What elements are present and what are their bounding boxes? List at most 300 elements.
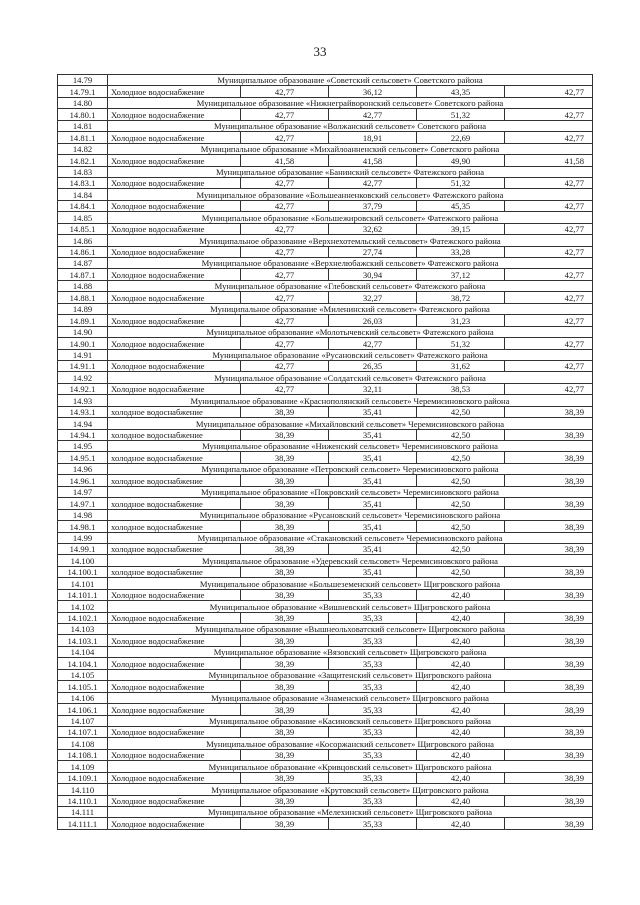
municipality-title: Муниципальное образование «Крутовский сельсовет» Щигровского района [108, 784, 593, 795]
tariff-value-3: 45,35 [417, 200, 505, 211]
municipality-header-row [58, 509, 593, 520]
row-number: 14.110.1 [58, 795, 108, 806]
municipality-title: Муниципальное образование «Петровский сельсовет» Черемисиновского района [108, 463, 593, 474]
service-label: Холодное водоснабжение [108, 200, 241, 211]
tariff-row [58, 726, 593, 737]
tariff-value-4: 42,77 [505, 269, 593, 280]
service-label: Холодное водоснабжение [108, 681, 241, 692]
municipality-header-row [58, 738, 593, 749]
tariff-value-1: 38,39 [241, 795, 329, 806]
tariff-value-2: 35,41 [329, 429, 417, 440]
row-number: 14.103.1 [58, 635, 108, 646]
tariff-value-3: 31,62 [417, 360, 505, 371]
tariff-row [58, 200, 593, 211]
tariff-row [58, 155, 593, 166]
tariff-row [58, 360, 593, 371]
tariff-row [58, 589, 593, 600]
municipality-title: Муниципальное образование «Молотычевский сельсовет» Фатежского района [108, 326, 593, 337]
tariff-table-body [58, 75, 593, 830]
row-number: 14.97.1 [58, 498, 108, 509]
row-number: 14.99.1 [58, 543, 108, 554]
municipality-title: Муниципальное образование «Банинский сельсовет» Фатежского района [108, 166, 593, 177]
tariff-row [58, 292, 593, 303]
row-number: 14.80 [58, 97, 108, 108]
tariff-value-3: 42,40 [417, 818, 505, 829]
row-number: 14.93.1 [58, 406, 108, 417]
tariff-value-4: 42,77 [505, 200, 593, 211]
tariff-value-4: 38,39 [505, 795, 593, 806]
municipality-title: Муниципальное образование «Русановский сельсовет» Черемисиновского района [108, 509, 593, 520]
tariff-value-3: 38,53 [417, 383, 505, 394]
municipality-header-row [58, 326, 593, 337]
tariff-row [58, 406, 593, 417]
row-number: 14.108.1 [58, 749, 108, 760]
municipality-header-row [58, 372, 593, 383]
municipality-header-row [58, 807, 593, 818]
row-number: 14.98 [58, 509, 108, 520]
municipality-title: Муниципальное образование «Русановский сельсовет» Фатежского района [108, 349, 593, 360]
tariff-value-4: 38,39 [505, 681, 593, 692]
tariff-value-1: 42,77 [241, 177, 329, 188]
tariff-value-4: 42,77 [505, 177, 593, 188]
service-label: холодное водоснабжение [108, 521, 241, 532]
row-number: 14.100.1 [58, 566, 108, 577]
tariff-value-1: 42,77 [241, 132, 329, 143]
tariff-value-1: 38,39 [241, 726, 329, 737]
tariff-row [58, 498, 593, 509]
tariff-value-1: 38,39 [241, 566, 329, 577]
row-number: 14.80.1 [58, 109, 108, 120]
municipality-header-row [58, 555, 593, 566]
row-number: 14.90 [58, 326, 108, 337]
tariff-value-2: 35,33 [329, 658, 417, 669]
tariff-row [58, 635, 593, 646]
tariff-value-1: 42,77 [241, 246, 329, 257]
tariff-row [58, 818, 593, 829]
tariff-value-2: 35,33 [329, 589, 417, 600]
municipality-title: Муниципальное образование «Косоржанский сельсовет» Щигровского района [108, 738, 593, 749]
tariff-value-4: 38,39 [505, 704, 593, 715]
tariff-value-4: 38,39 [505, 475, 593, 486]
tariff-value-4: 42,77 [505, 383, 593, 394]
tariff-value-3: 42,50 [417, 521, 505, 532]
service-label: Холодное водоснабжение [108, 704, 241, 715]
service-label: Холодное водоснабжение [108, 726, 241, 737]
service-label: Холодное водоснабжение [108, 360, 241, 371]
tariff-value-1: 38,39 [241, 681, 329, 692]
tariff-value-3: 42,50 [417, 498, 505, 509]
tariff-value-3: 22,69 [417, 132, 505, 143]
row-number: 14.104 [58, 646, 108, 657]
row-number: 14.101 [58, 578, 108, 589]
tariff-value-3: 42,50 [417, 543, 505, 554]
tariff-value-4: 42,77 [505, 315, 593, 326]
row-number: 14.89 [58, 303, 108, 314]
municipality-header-row [58, 280, 593, 291]
tariff-value-2: 35,33 [329, 772, 417, 783]
row-number: 14.88 [58, 280, 108, 291]
municipality-header-row [58, 212, 593, 223]
municipality-header-row [58, 143, 593, 154]
municipality-header-row [58, 761, 593, 772]
tariff-value-2: 35,33 [329, 681, 417, 692]
municipality-title: Муниципальное образование «Большеземенский сельсовет» Щигровского района [108, 578, 593, 589]
municipality-title: Муниципальное образование «Знаменский сельсовет» Щигровского района [108, 692, 593, 703]
row-number: 14.82 [58, 143, 108, 154]
tariff-value-4: 42,77 [505, 292, 593, 303]
tariff-value-1: 42,77 [241, 315, 329, 326]
tariff-value-1: 38,39 [241, 612, 329, 623]
tariff-row [58, 223, 593, 234]
tariff-value-1: 42,77 [241, 383, 329, 394]
row-number: 14.94.1 [58, 429, 108, 440]
row-number: 14.103 [58, 624, 108, 635]
row-number: 14.98.1 [58, 521, 108, 532]
tariff-value-4: 42,77 [505, 338, 593, 349]
tariff-value-2: 26,03 [329, 315, 417, 326]
tariff-value-4: 41,58 [505, 155, 593, 166]
tariff-value-3: 42,40 [417, 749, 505, 760]
row-number: 14.86.1 [58, 246, 108, 257]
service-label: Холодное водоснабжение [108, 223, 241, 234]
tariff-value-1: 38,39 [241, 543, 329, 554]
row-number: 14.86 [58, 235, 108, 246]
service-label: холодное водоснабжение [108, 498, 241, 509]
tariff-row [58, 86, 593, 97]
tariff-value-1: 41,58 [241, 155, 329, 166]
municipality-title: Муниципальное образование «Миленинский сельсовет» Фатежского района [108, 303, 593, 314]
tariff-value-4: 38,39 [505, 749, 593, 760]
row-number: 14.81.1 [58, 132, 108, 143]
row-number: 14.79 [58, 75, 108, 86]
tariff-value-3: 42,40 [417, 726, 505, 737]
row-number: 14.81 [58, 120, 108, 131]
municipality-title: Муниципальное образование «Кривцовский сельсовет» Щигровского района [108, 761, 593, 772]
row-number: 14.88.1 [58, 292, 108, 303]
row-number: 14.102 [58, 601, 108, 612]
tariff-value-4: 38,39 [505, 521, 593, 532]
tariff-value-3: 42,50 [417, 406, 505, 417]
tariff-value-3: 42,40 [417, 795, 505, 806]
tariff-value-3: 31,23 [417, 315, 505, 326]
row-number: 14.79.1 [58, 86, 108, 97]
tariff-value-1: 38,39 [241, 749, 329, 760]
row-number: 14.85 [58, 212, 108, 223]
service-label: Холодное водоснабжение [108, 132, 241, 143]
tariff-row [58, 658, 593, 669]
row-number: 14.102.1 [58, 612, 108, 623]
municipality-title: Муниципальное образование «Солдатский сельсовет» Фатежского района [108, 372, 593, 383]
tariff-row [58, 132, 593, 143]
service-label: Холодное водоснабжение [108, 269, 241, 280]
row-number: 14.97 [58, 486, 108, 497]
tariff-value-2: 42,77 [329, 109, 417, 120]
municipality-header-row [58, 624, 593, 635]
tariff-value-1: 38,39 [241, 704, 329, 715]
municipality-header-row [58, 166, 593, 177]
tariff-value-1: 42,77 [241, 360, 329, 371]
row-number: 14.99 [58, 532, 108, 543]
tariff-value-4: 42,77 [505, 109, 593, 120]
tariff-value-3: 42,40 [417, 589, 505, 600]
tariff-value-3: 38,72 [417, 292, 505, 303]
municipality-title: Муниципальное образование «Вышнеольховатский сельсовет» Щигровского района [108, 624, 593, 635]
tariff-value-2: 35,41 [329, 406, 417, 417]
municipality-title: Муниципальное образование «Глебовский сельсовет» Фатежского района [108, 280, 593, 291]
municipality-title: Муниципальное образование «Стакановский сельсовет» Черемисиновского района [108, 532, 593, 543]
tariff-row [58, 338, 593, 349]
tariff-value-2: 32,11 [329, 383, 417, 394]
tariff-value-4: 42,77 [505, 246, 593, 257]
municipality-title: Муниципальное образование «Большежировский сельсовет» Фатежского района [108, 212, 593, 223]
tariff-value-2: 35,41 [329, 452, 417, 463]
tariff-row [58, 452, 593, 463]
row-number: 14.92.1 [58, 383, 108, 394]
row-number: 14.96 [58, 463, 108, 474]
tariff-row [58, 429, 593, 440]
municipality-header-row [58, 784, 593, 795]
tariff-value-2: 27,74 [329, 246, 417, 257]
row-number: 14.83 [58, 166, 108, 177]
tariff-value-2: 30,94 [329, 269, 417, 280]
service-label: Холодное водоснабжение [108, 818, 241, 829]
row-number: 14.87.1 [58, 269, 108, 280]
tariff-value-3: 49,90 [417, 155, 505, 166]
tariff-value-3: 43,35 [417, 86, 505, 97]
tariff-value-1: 42,77 [241, 109, 329, 120]
row-number: 14.94 [58, 418, 108, 429]
tariff-value-3: 42,40 [417, 772, 505, 783]
tariff-value-2: 41,58 [329, 155, 417, 166]
municipality-header-row [58, 601, 593, 612]
tariff-value-4: 38,39 [505, 612, 593, 623]
tariff-value-2: 35,33 [329, 795, 417, 806]
row-number: 14.105.1 [58, 681, 108, 692]
row-number: 14.107.1 [58, 726, 108, 737]
tariff-value-1: 42,77 [241, 86, 329, 97]
tariff-value-2: 36,12 [329, 86, 417, 97]
tariff-value-3: 42,50 [417, 452, 505, 463]
row-number: 14.101.1 [58, 589, 108, 600]
tariff-value-4: 38,39 [505, 658, 593, 669]
row-number: 14.110 [58, 784, 108, 795]
tariff-value-3: 39,15 [417, 223, 505, 234]
tariff-value-1: 38,39 [241, 658, 329, 669]
tariff-value-4: 38,39 [505, 589, 593, 600]
tariff-value-1: 42,77 [241, 200, 329, 211]
tariff-row [58, 109, 593, 120]
tariff-value-4: 42,77 [505, 360, 593, 371]
service-label: Холодное водоснабжение [108, 177, 241, 188]
row-number: 14.84.1 [58, 200, 108, 211]
row-number: 14.90.1 [58, 338, 108, 349]
service-label: Холодное водоснабжение [108, 155, 241, 166]
tariff-value-4: 38,39 [505, 772, 593, 783]
municipality-header-row [58, 395, 593, 406]
tariff-value-3: 42,50 [417, 429, 505, 440]
tariff-value-4: 38,39 [505, 429, 593, 440]
tariff-value-2: 32,62 [329, 223, 417, 234]
municipality-title: Муниципальное образование «Михайлоанненский сельсовет» Советского района [108, 143, 593, 154]
municipality-header-row [58, 463, 593, 474]
tariff-value-3: 51,32 [417, 338, 505, 349]
municipality-title: Муниципальное образование «Ниженский сельсовет» Черемисиновского района [108, 441, 593, 452]
municipality-header-row [58, 303, 593, 314]
tariff-row [58, 543, 593, 554]
tariff-row [58, 177, 593, 188]
tariff-value-4: 38,39 [505, 498, 593, 509]
tariff-value-1: 38,39 [241, 475, 329, 486]
tariff-value-1: 38,39 [241, 521, 329, 532]
tariff-value-4: 38,39 [505, 452, 593, 463]
municipality-header-row [58, 578, 593, 589]
row-number: 14.108 [58, 738, 108, 749]
tariff-row [58, 315, 593, 326]
row-number: 14.100 [58, 555, 108, 566]
municipality-header-row [58, 189, 593, 200]
tariff-value-4: 38,39 [505, 543, 593, 554]
tariff-value-1: 42,77 [241, 338, 329, 349]
service-label: Холодное водоснабжение [108, 109, 241, 120]
row-number: 14.95.1 [58, 452, 108, 463]
tariff-value-2: 35,33 [329, 704, 417, 715]
page-number: 33 [313, 44, 327, 59]
municipality-header-row [58, 349, 593, 360]
municipality-title: Муниципальное образование «Защитенский сельсовет» Щигровского района [108, 669, 593, 680]
row-number: 14.84 [58, 189, 108, 200]
municipality-title: Муниципальное образование «Большеанненковский сельсовет» Фатежского района [108, 189, 593, 200]
tariff-value-2: 35,41 [329, 521, 417, 532]
municipality-header-row [58, 441, 593, 452]
tariff-value-2: 18,91 [329, 132, 417, 143]
service-label: Холодное водоснабжение [108, 772, 241, 783]
tariff-value-3: 42,40 [417, 681, 505, 692]
tariff-value-4: 38,39 [505, 818, 593, 829]
service-label: Холодное водоснабжение [108, 612, 241, 623]
municipality-title: Муниципальное образование «Вязовский сельсовет» Щигровского района [108, 646, 593, 657]
tariff-value-4: 42,77 [505, 86, 593, 97]
tariff-value-3: 42,40 [417, 635, 505, 646]
tariff-value-1: 38,39 [241, 429, 329, 440]
municipality-title: Муниципальное образование «Советский сельсовет» Советского района [108, 75, 593, 86]
tariff-row [58, 383, 593, 394]
tariff-row [58, 475, 593, 486]
tariff-value-2: 35,41 [329, 498, 417, 509]
municipality-header-row [58, 532, 593, 543]
municipality-header-row [58, 715, 593, 726]
service-label: холодное водоснабжение [108, 475, 241, 486]
tariff-value-3: 51,32 [417, 109, 505, 120]
row-number: 14.96.1 [58, 475, 108, 486]
row-number: 14.92 [58, 372, 108, 383]
tariff-row [58, 681, 593, 692]
tariff-value-3: 33,28 [417, 246, 505, 257]
tariff-value-2: 35,41 [329, 543, 417, 554]
service-label: холодное водоснабжение [108, 452, 241, 463]
service-label: холодное водоснабжение [108, 406, 241, 417]
row-number: 14.106.1 [58, 704, 108, 715]
municipality-title: Муниципальное образование «Верхнехотемльский сельсовет» Фатежского района [108, 235, 593, 246]
row-number: 14.85.1 [58, 223, 108, 234]
tariff-row [58, 704, 593, 715]
tariff-value-4: 38,39 [505, 726, 593, 737]
row-number: 14.93 [58, 395, 108, 406]
service-label: холодное водоснабжение [108, 429, 241, 440]
service-label: холодное водоснабжение [108, 566, 241, 577]
tariff-value-2: 42,77 [329, 177, 417, 188]
tariff-value-1: 38,39 [241, 635, 329, 646]
municipality-header-row [58, 97, 593, 108]
tariff-value-4: 38,39 [505, 406, 593, 417]
row-number: 14.83.1 [58, 177, 108, 188]
municipality-header-row [58, 692, 593, 703]
municipality-header-row [58, 258, 593, 269]
tariff-value-1: 38,39 [241, 818, 329, 829]
service-label: Холодное водоснабжение [108, 86, 241, 97]
municipality-header-row [58, 235, 593, 246]
tariff-value-3: 42,40 [417, 658, 505, 669]
municipality-title: Муниципальное образование «Касиновский сельсовет» Щигровского района [108, 715, 593, 726]
municipality-header-row [58, 418, 593, 429]
row-number: 14.105 [58, 669, 108, 680]
tariff-row [58, 566, 593, 577]
service-label: Холодное водоснабжение [108, 749, 241, 760]
service-label: Холодное водоснабжение [108, 292, 241, 303]
municipality-title: Муниципальное образование «Покровский сельсовет» Черемисиновского района [108, 486, 593, 497]
municipality-title: Муниципальное образование «Удеревский сельсовет» Черемисиновского района [108, 555, 593, 566]
tariff-value-1: 42,77 [241, 269, 329, 280]
row-number: 14.82.1 [58, 155, 108, 166]
tariff-value-4: 42,77 [505, 132, 593, 143]
tariff-value-1: 42,77 [241, 223, 329, 234]
service-label: Холодное водоснабжение [108, 338, 241, 349]
tariff-value-1: 42,77 [241, 292, 329, 303]
municipality-title: Муниципальное образование «Мелехинский сельсовет» Щигровского района [108, 807, 593, 818]
service-label: Холодное водоснабжение [108, 315, 241, 326]
tariff-value-1: 38,39 [241, 452, 329, 463]
tariff-value-2: 35,41 [329, 475, 417, 486]
row-number: 14.104.1 [58, 658, 108, 669]
row-number: 14.111.1 [58, 818, 108, 829]
row-number: 14.91 [58, 349, 108, 360]
tariff-value-2: 35,33 [329, 612, 417, 623]
row-number: 14.91.1 [58, 360, 108, 371]
row-number: 14.109 [58, 761, 108, 772]
municipality-title: Муниципальное образование «Верхнелюбажский сельсовет» Фатежского района [108, 258, 593, 269]
service-label: Холодное водоснабжение [108, 383, 241, 394]
tariff-value-2: 37,79 [329, 200, 417, 211]
tariff-value-3: 51,32 [417, 177, 505, 188]
tariff-value-1: 38,39 [241, 589, 329, 600]
service-label: Холодное водоснабжение [108, 246, 241, 257]
tariff-value-2: 32,27 [329, 292, 417, 303]
tariff-value-2: 35,33 [329, 726, 417, 737]
tariff-value-2: 35,33 [329, 635, 417, 646]
service-label: Холодное водоснабжение [108, 635, 241, 646]
row-number: 14.87 [58, 258, 108, 269]
municipality-header-row [58, 486, 593, 497]
tariff-value-3: 42,40 [417, 612, 505, 623]
service-label: Холодное водоснабжение [108, 795, 241, 806]
tariff-value-4: 42,77 [505, 223, 593, 234]
municipality-title: Муниципальное образование «Краснополянский сельсовет» Черемисиновского района [108, 395, 593, 406]
row-number: 14.109.1 [58, 772, 108, 783]
tariff-value-1: 38,39 [241, 498, 329, 509]
tariff-value-3: 42,50 [417, 566, 505, 577]
row-number: 14.111 [58, 807, 108, 818]
tariff-row [58, 772, 593, 783]
row-number: 14.95 [58, 441, 108, 452]
